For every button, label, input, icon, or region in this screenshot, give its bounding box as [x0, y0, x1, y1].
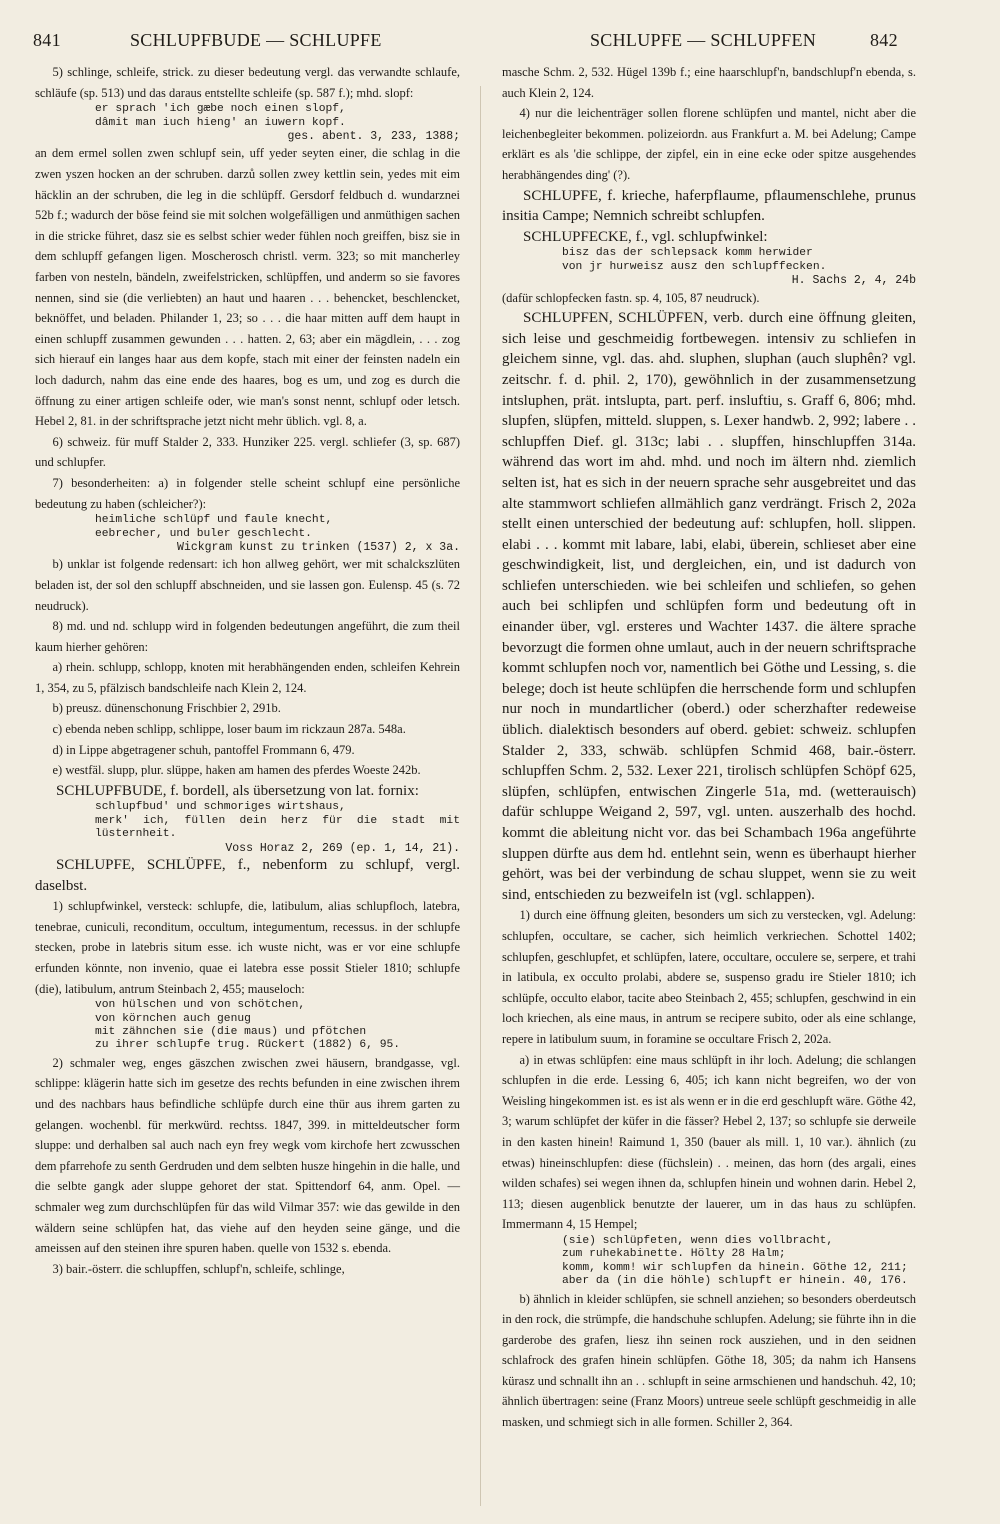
- headword-entry: SCHLUPFE, SCHLÜPFE, f., nebenform zu schlupf, vergl. daselbst.: [35, 857, 460, 894]
- headword-entry: SCHLUPFE, f. krieche, haferpflaume, pflaumenschlehe, prunus insitia Campe; Nemnich schreibt schlupfen.: [502, 187, 916, 225]
- citation: H. Sachs 2, 4, 24b: [791, 274, 916, 288]
- entry-paragraph: 1) durch eine öffnung gleiten, besonders um sich zu verstecken, vgl. Adelung: schlupfen, occultare, se cacher, sich heimlich verkriechen. Schottel 1402; schlupfen, geschlupfet, et schlüpfen, latere, occultare, occulere se, serpere, et trahi in latibula, ex occulto prolabi, abdere se, suspenso gradu ire Stieler 1810; ich schlüpfe, occulto elabor, tacite abeo Steinbach 2, 455; schlupfen, geschwind in ein loch kriechen, als eine maus, in antrum se recipere subito, oder als eine schlange, repere in latibulum suum, in foramine se occultare Frisch 2, 202a.: [502, 908, 916, 1046]
- entry-paragraph: 5) schlinge, schleife, strick. zu dieser bedeutung vergl. das verwandte schlaufe, schläufe (sp. 513) und das daraus entstellte schleife (sp. 587 f.); mhd. slopf:: [35, 65, 460, 100]
- entry-paragraph: 4) nur die leichenträger sollen florene schlüpfen und mantel, nicht aber die leichenbegleiter bekommen. polizeiordn. aus Frankfurt a. M. bei Adelung; Campe erklärt es als 'die schlippe, der zipfel, ein in eine ecke oder spitze ausgehendes herabhängendes ding' (?).: [502, 106, 916, 182]
- entry-paragraph: 8) md. und nd. schlupp wird in folgenden bedeutungen angeführt, die zum theil kaum hierher gehören:: [35, 619, 460, 654]
- quote-line: eebrecher, und buler geschlecht.: [95, 527, 312, 540]
- entry-paragraph: 2) schmaler weg, enges gäszchen zwischen zwei häusern, brandgasse, vgl. schlippe: klägerin hatte sich im gesetze des rechts befunden in eine zwischen ihrem und des nachbars haus befindliche schlüpfe durch eine thür aus ihrem garten zu gelangen. wochenbl. für merkwürd. rechtss. 1847, 399. in mitteldeutscher form sluppe: und derhalben sal auch nach eyn frey wegk vom kirchofe hert zcwusschen dem pfarrehofe zu senth Gerdruden und dem selbten husze hingehin in die halle, und die selbte gangk ader sluppe gehoret der stat. Spittendorf 64, anm. Opel. — schmaler weg zum durchschlüpfen für das wild Vilmar 357: wie das gewilde in den wäldern seine schlüpfen hat, das viehe auf den heyden seine gänge, und die ameissen auf den steinen ihre spuren haben. quelle von 1532 s. ebenda.: [35, 1055, 460, 1256]
- column-divider: [480, 86, 481, 1506]
- page-number-left: 841: [33, 30, 61, 50]
- entry-paragraph: 1) schlupfwinkel, versteck: schlupfe, die, latibulum, alias schlupfloch, latebra, tenebrae, cuniculi, reconditum, occultum, integumentum, recessus. in der schlupfe stecken, probe in latebris situm esse. ich wuste nicht, was er vor eine schlupfe erfunden könnte, non invenio, quae ei latebra esse possit Stieler 1810; schlupfe (die), latibulum, antrum Steinbach 2, 455; mauseloch:: [35, 899, 460, 996]
- quote-line: er sprach 'ich gæbe noch einen slopf,: [95, 103, 346, 116]
- left-column: [35, 62, 460, 1279]
- quote-line: bisz das der schlepsack komm herwider: [562, 247, 813, 260]
- running-head-left: SCHLUPFBUDE — SCHLUPFE: [130, 30, 382, 50]
- entry-paragraph: masche Schm. 2, 532. Hügel 139b f.; eine haarschlupf'n, bandschlupf'n ebenda, s. auch Klein 2, 124.: [502, 65, 916, 100]
- citation: Wickgram kunst zu trinken (1537) 2, x 3a.: [177, 540, 460, 554]
- quotation: [95, 514, 460, 554]
- quote-line: dâmit man iuch hieng' an iuwern kopf.: [95, 116, 346, 129]
- entry-paragraph: b) unklar ist folgende redensart: ich hon allweg gehört, wer mit schalckszlüten beladen ist, der sol den schlupff abschneiden, und sie lassen gon. Eulensp. 45 (s. 72 neudruck).: [35, 557, 460, 613]
- quote-line: von jr hurweisz ausz den schlupffecken.: [562, 260, 827, 273]
- quotation: [95, 999, 460, 1053]
- quotation: [95, 103, 460, 143]
- entry-paragraph: an dem ermel sollen zwen schlupf sein, uff yeder seyten einer, die schlag in die zwen yszen hocken an der schruben. darzů sollen zwey kettlin sein, yedes mit eim häcklin an der schruben, die leg in die schlüpff. Gersdorf feldbuch d. wundarznei 52b f.; wadurch der böse feind sie mit solchen wolgefälligen und anmüthigen sachen in die stricke führet, dasz sie es selbst schier weder fühlen noch greiffen, bisz sie in dem schlupff gefangen ligen. Moscherosch christl. verm. 323; so mit mancherley farben von nesteln, bändeln, zweifelstricken, schlüpffen, und anderm so sie favores nennen, sind sie (die verliebten) an haut und haaren . . . behencket, beschlencket, beknöffet, und beladen. Philander 1, 23; so . . . die haar mitten auff dem haupt in einen schlupff zusammen gewunden . . . hatten. 2, 63; aber ein mägdlein, . . . zog sich hierauf ein langes haar aus dem kopfe, stach mit einer der feinsten nadeln ein loch dadurch, nahm das eine ende des haares, bog es um, und zog es durch die öffnung zu einer artigen schleife oder, wie man's sonst nennt, schlupf oder letsch. Hebel 2, 81. in der schriftsprache jetzt nicht mehr üblich. vgl. 8, a.: [35, 146, 460, 429]
- right-column: [502, 62, 916, 1433]
- entry-paragraph: 3) bair.-österr. die schlupffen, schlupf'n, schleife, schlinge,: [52, 1261, 345, 1276]
- entry-paragraph: c) ebenda neben schlipp, schlippe, loser baum im rickzaun 287a. 548a.: [52, 722, 406, 737]
- running-head-right: SCHLUPFE — SCHLUPFEN: [590, 30, 817, 50]
- quote-line: schlupfbud' und schmoriges wirtshaus,: [95, 801, 346, 814]
- quote-line: aber da (in die höhle) schlupft er hinein. 40, 176.: [562, 1275, 908, 1288]
- entry-paragraph: (dafür schlopfecken fastn. sp. 4, 105, 87 neudruck).: [502, 290, 760, 305]
- citation: ges. abent. 3, 233, 1388;: [287, 130, 460, 143]
- entry-paragraph: d) in Lippe abgetragener schuh, pantoffel Frommann 6, 479.: [52, 742, 355, 757]
- quotation: [562, 247, 916, 287]
- headword-entry: SCHLUPFEN, SCHLÜPFEN, verb. durch eine öffnung gleiten, sich leise und geschmeidig fortbewegen. intensiv zu schliefen in gleichem sinne, vgl. das. ahd. sluphen, sluphan (auch sluphên? vgl. zeitschr. f. d. phil. 2, 170), gewöhnlich in der zusammensetzung intsluphen, prät. intslupta, part. perf. insluftiu, s. Graff 6, 806; mhd. slupfen, slüpfen, mitteld. sluppen, s. Lexer handwb. 2, 992; labere . . schlupffen Dief. gl. 313c; labi . . slupffen, hinschlupffen 314a. während das wort im ahd. mhd. und noch im ältern nhd. ziemlich selten ist, hat es sich in der neuern sprache sehr ausgebreitet und das alte stammwort schliefen allmählich ganz verdrängt. Frisch 2, 202a stellt einen unterschied der bedeutung auf: schlupfen, holl. slippen. elabi . . . kommt mit labare, labi, elabi, überein, schlieset aber eine geschwindigkeit, list, und dergleichen, ein, und ist dadurch von schliefen unterschieden. wie bei schleifen und schliefen, so gehen auch bei schlipfen und schlüpfen form und bedeutung oft in einander über, vgl. ersteres und Wachter 1437. die ältere sprache bevorzugt die formen ohne umlaut, auch in der neuern schriftsprache kommt schlupfen noch vor, namentlich bei Göthe und Lessing, s. die belege; doch ist heute schlüpfen die herrschende form und schlupfen nur noch in mundartlicher (oberd.) oder scherzhafter redeweise üblich. dialektisch besonders auf oberd. gebiet: schweiz. schlupfen Stalder 2, 333, schwäb. schlüpfen Schmid 468, bair.-österr. schlupffen Schm. 2, 532. Lexer 221, tirolisch schlüpfen Schöpf 625, slüpfen, schlüpfen, entwischen Zingerle 51a, md. (wetterauisch) dafür schluppe Weigand 2, 597, vgl. unten. auszerhalb des hochd. kommt die ableitung nicht vor. das bei Schambach 196a angeführte sluppen dürfte aus dem hd. entlehnt sein, wenn es überhaupt hierher gehört, was bei der verbindung de schau sluppet, wenn sie zu weit sind, entschieden zu bezweifeln ist (vgl. schlappen).: [502, 310, 917, 903]
- headword-entry: SCHLUPFBUDE, f. bordell, als übersetzung von lat. fornix:: [56, 782, 419, 799]
- quotation: [95, 801, 460, 855]
- citation: Voss Horaz 2, 269 (ep. 1, 14, 21).: [225, 841, 460, 855]
- entry-paragraph: e) westfäl. slupp, plur. slüppe, haken am hamen des pferdes Woeste 242b.: [52, 763, 421, 778]
- quote-line: von hülschen und von schötchen,: [95, 999, 306, 1012]
- entry-paragraph: a) in etwas schlüpfen: eine maus schlüpft in ihr loch. Adelung; die schlangen schlupfen in die erde. Lessing 6, 405; ich kann nicht begreifen, wo der von Weisling hingekommen ist. es ist als wenn er in die erd geschlupft wäre. Göthe 42, 3; warum schlüpfet der küfer in die fässer? Hebel 2, 137; so schlupfe sie derweile in den kasten hinein! Raimund 1, 350 (bauer als mill. 1, 10 var.). ähnlich (zu etwas) hineinschlupfen: diese (füchslein) . . meinen, das horn (des argali, eines wilden schafes) sei wegen ihnen da, schlupfen hinein und wohnen darin. Hebel 2, 113; diesen augenblick benutzte der lauerer, um in das haus zu schlüpfen. Immermann 4, 15 Hempel;: [502, 1052, 916, 1232]
- quote-line: zu ihrer schlupfe trug. Rückert (1882) 6, 95.: [95, 1039, 401, 1052]
- quote-line: mit zähnchen sie (die maus) und pfötchen: [95, 1026, 367, 1039]
- quote-line: von körnchen auch genug: [95, 1012, 251, 1025]
- entry-paragraph: b) preusz. dünenschonung Frischbier 2, 291b.: [52, 701, 281, 716]
- page-number-right: 842: [870, 30, 898, 50]
- quote-line: zum ruhekabinette. Hölty 28 Halm;: [562, 1248, 786, 1261]
- quote-line: heimliche schlüpf und faule knecht,: [95, 514, 333, 527]
- quote-line: merk' ich, füllen dein herz für die stadt mit lüsternheit.: [95, 814, 460, 841]
- headword-entry: SCHLUPFECKE, f., vgl. schlupfwinkel:: [523, 228, 768, 245]
- entry-paragraph: a) rhein. schlupp, schlopp, knoten mit herabhängenden enden, schleifen Kehrein 1, 354, zu 5, pfälzisch bandschleife nach Klein 2, 124.: [35, 660, 460, 695]
- entry-paragraph: b) ähnlich in kleider schlüpfen, sie schnell anziehen; so besonders oberdeutsch in den rock, die strümpfe, die handschuhe schlupfen. Adelung; sie führte ihn in die garderobe des grafen, liesz ihn seinen rock ausziehen, und in den seidnen schlafrock des grafen hinein schlüpfen. Göthe 18, 305; da nahm ich Hansens kürasz und schnallt ihn an . . schlupft in seine armschienen und handschuh. 42, 10; ähnlich übertragen: seine (Franz Moors) untreue seele schlüpft geschmeidig in alle masken, und schmiegt sich in alle formen. Schiller 2, 364.: [502, 1291, 916, 1430]
- quotation: [562, 1235, 916, 1289]
- quote-line: (sie) schlüpfeten, wenn dies vollbracht,: [562, 1234, 834, 1247]
- quote-line: komm, komm! wir schlupfen da hinein. Göthe 12, 211;: [562, 1261, 908, 1274]
- entry-paragraph: 7) besonderheiten: a) in folgender stelle scheint schlupf eine persönliche bedeutung zu haben (schleicher?):: [35, 475, 460, 511]
- entry-paragraph: 6) schweiz. für muff Stalder 2, 333. Hunziker 225. vergl. schliefer (3, sp. 687) und schlupfer.: [35, 434, 460, 470]
